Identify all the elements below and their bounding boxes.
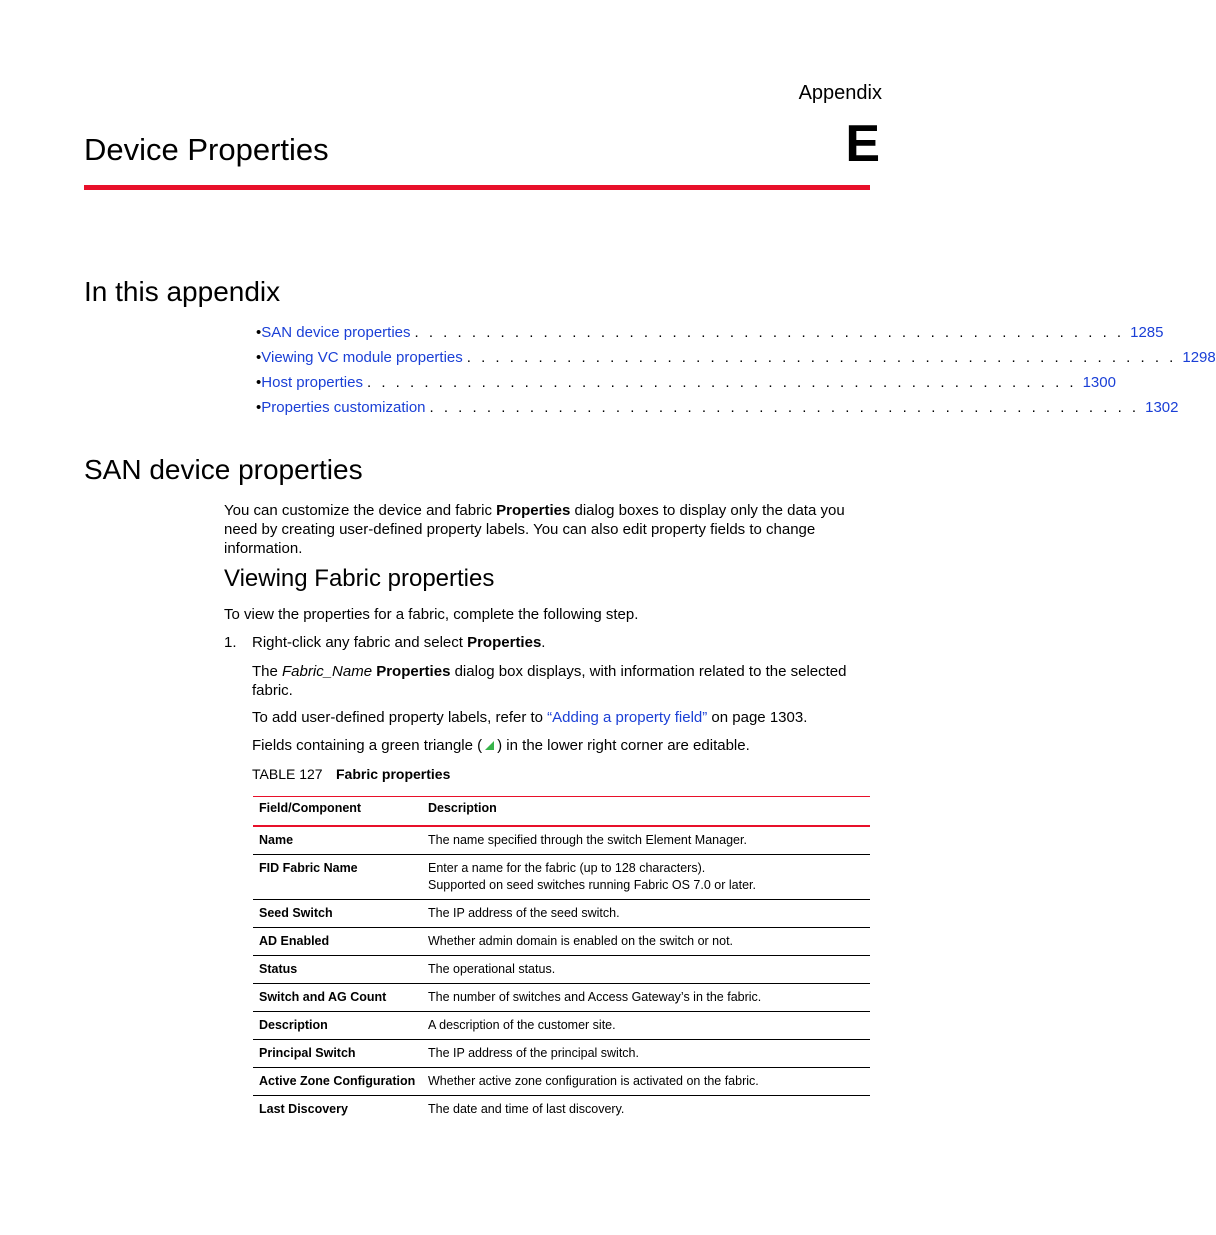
text-run: The (252, 663, 283, 680)
field-description: Whether admin domain is enabled on the switch or not. (422, 928, 870, 956)
variable-fabric-name: Fabric_Name (282, 663, 373, 680)
text-run: Right-click any fabric and select (252, 634, 468, 651)
toc-leader: . . . . . . . . . . . . . . . . . . . . . . . . . . . . . . . . . . . . . . . . . . . . . . . . . . (414, 324, 1125, 341)
field-description-note: Supported on seed switches running Fabric OS 7.0 or later. (428, 878, 756, 892)
green-triangle-icon (485, 741, 494, 750)
table-caption (252, 766, 450, 782)
procedure-lead: To view the properties for a fabric, complete the following step. (224, 606, 639, 623)
san-device-properties-heading: SAN device properties (84, 454, 363, 485)
text-run: You can customize the device and fabric (224, 502, 497, 519)
chapter-title: Device Properties (84, 132, 329, 167)
adding-property-field-link[interactable]: “Adding a property field” (547, 709, 708, 726)
field-description: The operational status. (422, 956, 870, 984)
field-name: Name (253, 826, 422, 855)
field-name: Switch and AG Count (253, 984, 422, 1012)
table-row (253, 1068, 870, 1096)
toc-leader: . . . . . . . . . . . . . . . . . . . . . . . . . . . . . . . . . . . . . . . . . . . . . . . . . . (466, 349, 1177, 366)
appendix-label: Appendix (798, 82, 882, 104)
text-run: To add user-defined property labels, refer to (252, 709, 548, 726)
column-header-field: Field/Component (253, 797, 422, 827)
field-description: The IP address of the principal switch. (422, 1040, 870, 1068)
field-name: Active Zone Configuration (253, 1068, 422, 1096)
ui-term-properties: Properties (467, 634, 542, 651)
appendix-letter: E (845, 115, 880, 173)
toc-bullet: • (256, 349, 262, 366)
field-name: Principal Switch (253, 1040, 422, 1068)
toc-item[interactable] (256, 320, 1164, 345)
dialog-description-paragraph (252, 662, 869, 700)
toc-leader: . . . . . . . . . . . . . . . . . . . . . . . . . . . . . . . . . . . . . . . . . . . . . . . . . . (429, 399, 1140, 416)
viewing-fabric-properties-heading: Viewing Fabric properties (224, 565, 495, 592)
in-this-appendix-heading: In this appendix (84, 276, 281, 307)
field-name: Status (253, 956, 422, 984)
table-row (253, 900, 870, 928)
step-text-wrap (252, 633, 545, 652)
fabric-properties-table (253, 796, 870, 1123)
table-row (253, 928, 870, 956)
table-header-row (253, 797, 870, 827)
toc-bullet: • (256, 324, 262, 341)
text-run: dialog box displays, with information related to the selected fabric. (252, 663, 847, 699)
toc-link-san-device-properties[interactable]: SAN device properties (261, 324, 411, 341)
toc-page-number[interactable]: 1285 (1130, 324, 1164, 341)
field-description: The date and time of last discovery. (428, 1102, 625, 1116)
toc-leader: . . . . . . . . . . . . . . . . . . . . . . . . . . . . . . . . . . . . . . . . . . . . . . . . . . (366, 374, 1077, 391)
table-title: Fabric properties (336, 766, 451, 782)
field-description: The IP address of the seed switch. (422, 900, 870, 928)
step-number: 1. (224, 634, 237, 651)
title-divider (84, 185, 870, 190)
field-description: A description of the customer site. (422, 1012, 870, 1040)
column-header-description: Description (422, 797, 870, 827)
toc-item[interactable] (256, 395, 1179, 420)
toc-link-viewing-vc-module-properties[interactable]: Viewing VC module properties (261, 349, 463, 366)
ui-term-properties: Properties (372, 663, 451, 680)
editable-fields-paragraph (252, 736, 869, 755)
text-run: on page 1303. (707, 709, 808, 726)
field-name: Last Discovery (259, 1102, 348, 1116)
field-name: AD Enabled (253, 928, 422, 956)
table-row (253, 956, 870, 984)
toc-page-number[interactable]: 1298 (1182, 349, 1216, 366)
toc-bullet: • (256, 374, 262, 391)
field-description: Whether active zone configuration is activated on the fabric. (422, 1068, 870, 1096)
procedure-step-1 (224, 633, 869, 652)
toc-link-host-properties[interactable]: Host properties (261, 374, 363, 391)
field-name: Seed Switch (253, 900, 422, 928)
table-row (253, 984, 870, 1012)
toc-item[interactable] (256, 345, 1216, 370)
field-description: Enter a name for the fabric (up to 128 characters). (428, 861, 706, 875)
field-description: The name specified through the switch Element Manager. (422, 826, 870, 855)
field-name: FID Fabric Name (253, 855, 422, 900)
toc-page-number[interactable]: 1300 (1082, 374, 1116, 391)
field-description-cell (422, 855, 870, 900)
san-intro-paragraph (224, 501, 869, 558)
table-row (253, 826, 870, 855)
toc-bullet: • (256, 399, 262, 416)
text-run: dialog boxes to display only the data you need by creating user-defined property labels. You can also edit property fields to change information. (224, 502, 845, 557)
table-row (253, 1040, 870, 1068)
table-row (253, 855, 870, 900)
text-run: . (541, 634, 546, 651)
toc-link-properties-customization[interactable]: Properties customization (261, 399, 426, 416)
toc-page-number[interactable]: 1302 (1145, 399, 1179, 416)
field-name: Description (253, 1012, 422, 1040)
cross-reference-paragraph (252, 708, 869, 727)
table-row (253, 1096, 870, 1124)
text-run: ) in the lower right corner are editable. (497, 737, 750, 754)
ui-term-properties: Properties (496, 502, 571, 519)
field-description: The number of switches and Access Gateway’s in the fabric. (422, 984, 870, 1012)
table-number: TABLE 127 (252, 766, 323, 782)
toc-list (256, 320, 1216, 420)
toc-item[interactable] (256, 370, 1116, 395)
table-row (253, 1012, 870, 1040)
text-run: Fields containing a green triangle ( (252, 737, 483, 754)
